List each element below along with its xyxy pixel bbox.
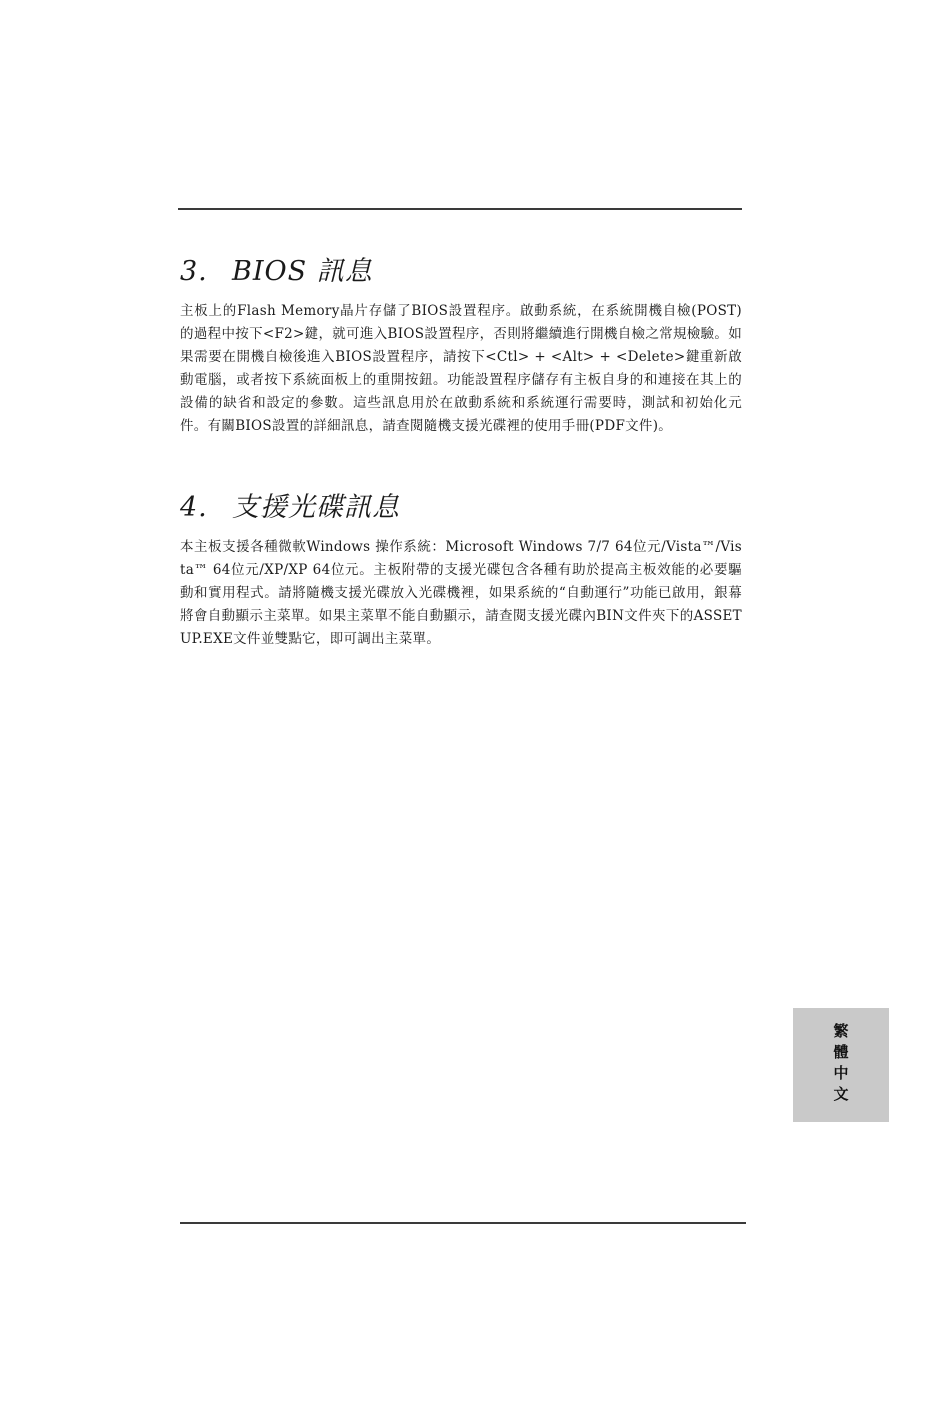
section-number: 3. bbox=[180, 256, 208, 287]
section-heading bbox=[180, 488, 742, 528]
section-number: 4. bbox=[180, 492, 208, 523]
language-tab-label: 繁體中文 bbox=[831, 1023, 850, 1107]
section-body: 本主板支援各種微軟Windows 操作系統：Microsoft Windows 7/7 64位元/Vista™/Vista™ 64位元/XP/XP 64位元。主板附帶的支援光碟包含各種有助於提高主板效能的必要驅動和實用程式。請將隨機支援光碟放入光碟機裡，如果系統的“自動運行”功能已啟用，銀幕將會自動顯示主菜單。如果主菜單不能自動顯示，請查閱支援光碟內BIN文件夾下的ASSETUP.EXE文件並雙點它，即可調出主菜單。 bbox=[180, 539, 742, 647]
bottom-divider bbox=[180, 1222, 746, 1224]
section-heading bbox=[180, 252, 742, 292]
section-bios-info bbox=[180, 252, 742, 438]
section-title: BIOS 訊息 bbox=[232, 256, 373, 287]
section-support-cd-info bbox=[180, 488, 742, 651]
language-tab bbox=[793, 1008, 889, 1122]
section-body: 主板上的Flash Memory晶片存儲了BIOS設置程序。啟動系統，在系統開機自檢(POST)的過程中按下<F2>鍵，就可進入BIOS設置程序，否則將繼續進行開機自檢之常規檢驗。如果需要在開機自檢後進入BIOS設置程序，請按下<Ctl> + <Alt> + <Delete>鍵重新啟動電腦，或者按下系統面板上的重開按鈕。功能設置程序儲存有主板自身的和連接在其上的設備的缺省和設定的參數。這些訊息用於在啟動系統和系統運行需要時，測試和初始化元件。有關BIOS設置的詳細訊息，請查閱隨機支援光碟裡的使用手冊(PDF文件)。 bbox=[180, 303, 742, 434]
top-divider bbox=[178, 208, 742, 210]
section-title: 支援光碟訊息 bbox=[232, 492, 400, 523]
